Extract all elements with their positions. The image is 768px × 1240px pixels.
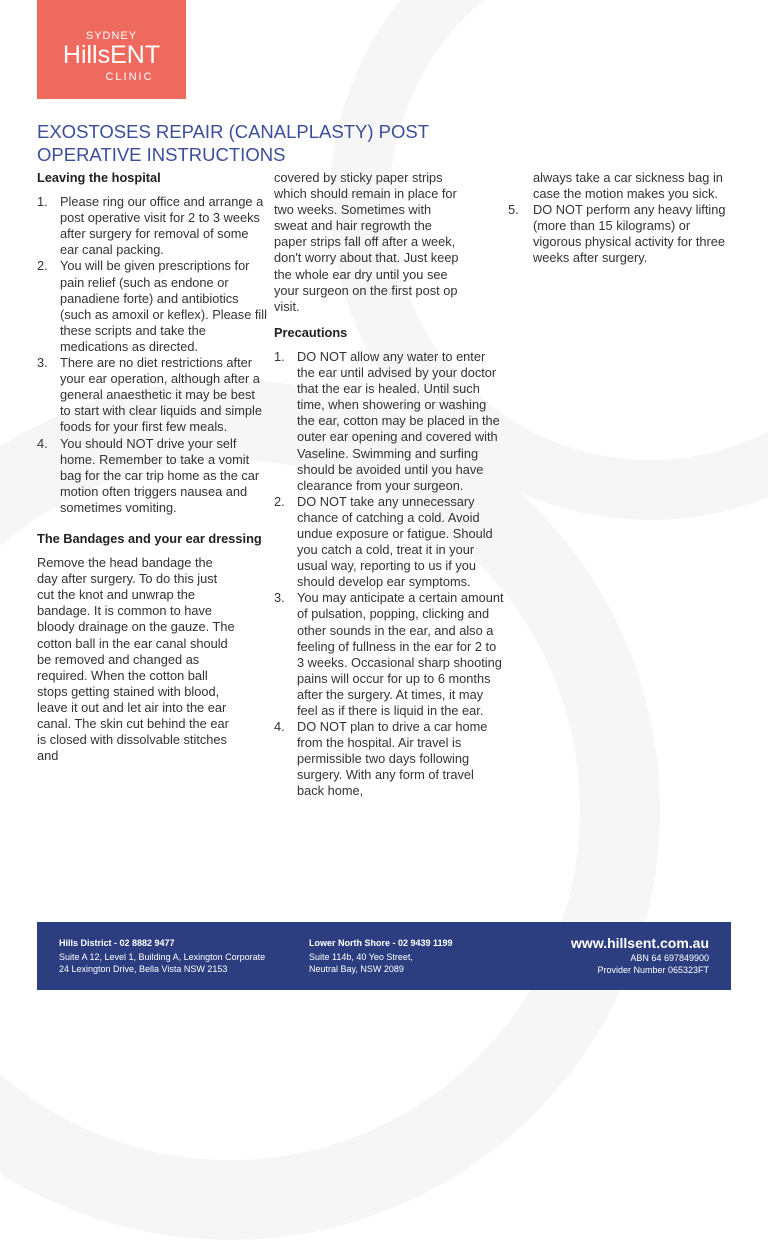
logo-line-1: SYDNEY xyxy=(85,30,138,42)
list-item: 4. DO NOT plan to drive a car home from the hospital. Air travel is permissible two days following surgery. With any form of travel back home, xyxy=(274,719,488,799)
list-item: 4. You should NOT drive your self home. Remember to take a vomit bag for the car trip home as the car motion often triggers nausea and sometimes vomiting. xyxy=(37,435,260,515)
list-item: 1. DO NOT allow any water to enter the ear until advised by your doctor that the ear is healed. Until such time, when showering or washing the ear, cotton may be placed in the outer ear opening and covered with Vaseline. Swimming and surfing should be avoided until you have clearance from your surgeon. xyxy=(274,348,500,493)
lower-north-shore-line1: Suite 114b, 40 Yeo Street, xyxy=(309,952,413,962)
footer xyxy=(37,922,731,990)
bandages-text-cont: covered by sticky paper strips which should remain in place for two weeks. Sometimes with sweat and hair regrowth the paper strips fall off after a week, don't worry about that. Just keep the whole ear dry until you see your surgeon on the first post op visit. xyxy=(274,170,459,314)
provider-number: Provider Number 065323FT xyxy=(597,965,709,975)
abn-text: ABN 64 697849900 xyxy=(630,953,709,963)
bandages-text: Remove the head bandage the day after surgery. To do this just cut the knot and unwrap the bandage. It is common to have bloody drainage on the gauze. The cotton ball in the ear canal should be removed and changed as required. When the cotton ball stops getting stained with blood, leave it out and let air into the ear canal. The skin cut behind the ear is closed with dissolvable stitches and xyxy=(37,555,235,764)
footer-contact xyxy=(571,934,709,976)
column-1 xyxy=(37,170,267,764)
column-2 xyxy=(274,170,504,800)
logo-line-2: HillsENT xyxy=(62,41,161,69)
leaving-heading: Leaving the hospital xyxy=(37,170,161,185)
website-link[interactable]: www.hillsent.com.au xyxy=(571,935,709,951)
clinic-logo xyxy=(37,0,186,99)
logo-line-3: CLINIC xyxy=(105,71,154,83)
hills-district-address xyxy=(59,937,265,975)
leaving-list xyxy=(37,194,267,516)
hills-district-line2: 24 Lexington Drive, Bella Vista NSW 2153 xyxy=(59,964,228,974)
list-item: 3. There are no diet restrictions after your ear operation, although after a general anaesthetic it may be best to start with clear liquids and simple foods for your first few meals. xyxy=(37,355,262,435)
bandages-heading: The Bandages and your ear dressing xyxy=(37,530,262,546)
list-item: 2. You will be given prescriptions for pain relief (such as endone or panadiene forte) and antibiotics (such as amoxil or keflex). Please fill these scripts and take the medications as directed. xyxy=(37,258,267,354)
precautions-list-cont xyxy=(508,170,738,267)
list-item: 5. DO NOT perform any heavy lifting (more than 15 kilograms) or vigorous physical activity for three weeks after surgery. xyxy=(508,202,726,266)
list-item: 2. DO NOT take any unnecessary chance of catching a cold. Avoid undue exposure or fatigue. Should you catch a cold, treat it in your usual way, reporting to us if you should develop ear symptoms. xyxy=(274,493,493,590)
hills-district-line1: Suite A 12, Level 1, Building A, Lexington Corporate xyxy=(59,952,266,962)
list-item: 1. Please ring our office and arrange a post operative visit for 2 to 3 weeks after surgery for removal of some ear canal packing. xyxy=(37,194,264,258)
hills-district-title: Hills District - 02 8882 9477 xyxy=(59,938,175,948)
lower-north-shore-address xyxy=(309,937,453,975)
lower-north-shore-title: Lower North Shore - 02 9439 1199 xyxy=(309,938,453,948)
precautions-list xyxy=(274,349,504,800)
column-3 xyxy=(508,170,738,267)
document-title: EXOSTOSES REPAIR (CANALPLASTY) POST OPERATIVE INSTRUCTIONS xyxy=(37,121,429,165)
list-item: always take a car sickness bag in case the motion makes you sick. xyxy=(533,170,723,202)
precautions-heading: Precautions xyxy=(274,324,348,340)
list-item: 3. You may anticipate a certain amount of pulsation, popping, clicking and other sounds in the ear, and also a feeling of fullness in the ear for 2 to 3 weeks. Occasional sharp shooting pains will occur for up to 6 months after the surgery. At times, it may feel as if there is liquid in the ear. xyxy=(274,590,504,718)
lower-north-shore-line2: Neutral Bay, NSW 2089 xyxy=(309,964,404,974)
